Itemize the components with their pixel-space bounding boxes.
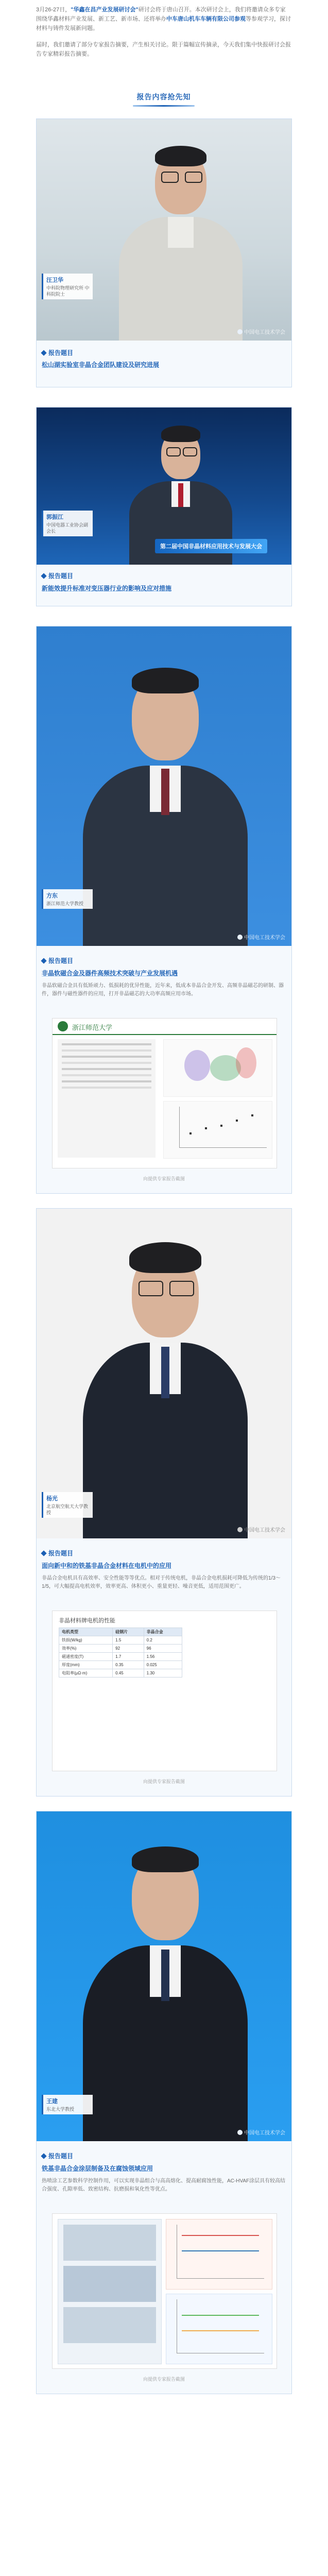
watermark-logo-icon [237, 2130, 243, 2135]
table-cell: 磁通密度(T) [59, 1653, 113, 1661]
report-title: 面向新中和的铁基非晶合金材料在电机中的应用 [42, 1562, 172, 1569]
speaker-namebox [42, 2095, 93, 2114]
speaker-card-4 [36, 1208, 292, 1797]
section-title [112, 92, 215, 107]
speaker-name: 郭振江 [46, 514, 63, 520]
watermark-text: 中国电工技术学会 [244, 2130, 285, 2136]
person-figure [83, 1229, 248, 1538]
report-label: 报告题目 [42, 1549, 73, 1557]
watermark-logo-icon [237, 1527, 243, 1532]
table-row [59, 1653, 182, 1661]
report-label: 报告题目 [42, 2151, 73, 2160]
section-title-underline [133, 105, 195, 107]
watermark [237, 328, 285, 335]
report-slide [52, 1611, 277, 1771]
speaker-name: 王建 [46, 2098, 58, 2105]
speaker-org: 中国电器工业协会副会长 [46, 522, 89, 534]
slide-caption: 向提供专家报告截图 [143, 1176, 185, 1181]
intro-text-segment: 等参观学习，探讨材料与铸件发展新问题。 [36, 16, 291, 31]
report-label: 报告题目 [42, 348, 73, 357]
table-cell: 电阻率(μΩ·m) [59, 1669, 113, 1677]
table-cell: 1.30 [144, 1669, 182, 1677]
slide-chart-upper [163, 1039, 272, 1097]
speaker-photo [37, 408, 291, 565]
slide-header [53, 1019, 277, 1035]
speaker-photo [37, 1209, 291, 1538]
intro-paragraph-1 [36, 5, 291, 33]
table-cell: 硅钢片 [113, 1628, 144, 1636]
table-cell: 0.35 [113, 1661, 144, 1669]
table-row [59, 1669, 182, 1677]
watermark-text: 中国电工技术学会 [244, 330, 285, 335]
table-cell: 非晶合金 [144, 1628, 182, 1636]
conference-banner: 第二届中国非晶材料应用技术与发展大会 [155, 539, 267, 553]
table-cell: 厚度(mm) [59, 1661, 113, 1669]
motor-performance-table [59, 1628, 182, 1677]
report-title: 新能效提升标准对变压器行业的影响及应对措施 [42, 585, 172, 592]
report-title: 松山湖实验室非晶合金团队建设及研究进展 [42, 361, 160, 368]
report-title: 铁基非晶合金涂层制备及在腐蚀领域应用 [42, 2165, 153, 2172]
report-body: 非晶合金电机具有高效率、安全性能等等优点。相对于传统电机，非晶合金电机损耗可降低为传统的1/3～1/5，可大幅提高电机效率，效率更高、体积更小、重量更轻、噪音更低，适用范围更广。 [42, 1575, 281, 1589]
speaker-photo [37, 1811, 291, 2141]
speaker-namebox [42, 511, 93, 536]
speaker-name: 方东 [46, 893, 58, 899]
table-cell: 0.025 [144, 1661, 182, 1669]
table-cell: 0.2 [144, 1636, 182, 1645]
speaker-photo [37, 626, 291, 946]
report-label: 报告题目 [42, 571, 73, 580]
table-cell: 1.5 [113, 1636, 144, 1645]
intro-text-segment: 研讨会将于唐山召开。本次研讨会上，我们将邀请众多专家围绕华鑫材料产业发展、新工艺、新市场、还将举办 [36, 7, 286, 22]
speaker-card-5 [36, 1811, 292, 2394]
section-title-text: 报告内容抢先知 [136, 93, 191, 101]
speaker-org: 浙江师范大学教授 [46, 901, 84, 906]
table-cell: 电机类型 [59, 1628, 113, 1636]
slide-panel-right-bottom [166, 2294, 272, 2364]
slide-panel-left [58, 2219, 162, 2364]
speaker-name: 汪卫华 [46, 277, 63, 283]
intro-text-segment: 3月26-27日， [36, 7, 71, 13]
intro-highlight: 中车唐山机车车辆有限公司参观 [166, 16, 246, 22]
person-figure [83, 657, 248, 946]
person-figure [114, 140, 248, 341]
slide-chart-lower [163, 1101, 272, 1159]
table-cell: 效率(%) [59, 1645, 113, 1653]
watermark-logo-icon [237, 935, 243, 940]
table-row [59, 1645, 182, 1653]
speaker-name: 杨光 [46, 1496, 58, 1502]
person-figure [83, 1832, 248, 2141]
university-logo-icon [58, 1021, 68, 1031]
speaker-card-3 [36, 626, 292, 1194]
watermark-text: 中国电工技术学会 [244, 935, 285, 941]
slide-panel-right-top [166, 2219, 272, 2290]
slide-university: 浙江师范大学 [72, 1024, 113, 1032]
speaker-namebox [42, 1492, 93, 1518]
table-cell: 96 [144, 1645, 182, 1653]
report-slide [52, 1018, 277, 1168]
watermark [237, 2128, 285, 2136]
slide-data-table [58, 1039, 156, 1158]
watermark-text: 中国电工技术学会 [244, 1528, 285, 1533]
report-body: 热喷涂工艺参数科学控制作用，可以实现非晶组合与高高熔化、提高耐腐蚀性能，AC-HVAF涂层具有较高结合强度、孔隙率低、致密结构、抗磨损和氧化性等优点。 [42, 2178, 286, 2192]
speaker-namebox [42, 889, 93, 909]
table-row [59, 1636, 182, 1645]
table-cell: 铁损(W/kg) [59, 1636, 113, 1645]
slide-caption: 向提供专家报告截图 [143, 2377, 185, 2382]
watermark [237, 933, 285, 941]
table-cell: 1.7 [113, 1653, 144, 1661]
table-row [59, 1628, 182, 1636]
table-cell: 0.45 [113, 1669, 144, 1677]
speaker-org: 中科院物理研究所 中科院院士 [46, 285, 90, 297]
speaker-org: 东北大学教授 [46, 2107, 75, 2112]
table-cell: 92 [113, 1645, 144, 1653]
watermark-logo-icon [237, 329, 243, 334]
report-label: 报告题目 [42, 956, 73, 965]
report-title: 非晶软磁合金及器件高频技术突破与产业发展机遇 [42, 970, 178, 977]
intro-text [36, 5, 291, 59]
slide-table-title: 非晶材料牌电机的性能 [59, 1618, 115, 1624]
table-cell: 1.56 [144, 1653, 182, 1661]
speaker-photo [37, 119, 291, 341]
intro-paragraph-2: 届时，我们邀请了部分专家报告摘要，产生相关讨论。限于篇幅宣传摘录，今天我们集中快报研讨会报告专家精彩报告摘要。 [36, 42, 291, 57]
report-slide [52, 2213, 277, 2369]
report-body: 非晶软磁合金具有低矫顽力、低损耗的优异性能，近年来，低成本非晶合金开发、高频非晶磁芯的研制、器件，器件与磁性器件的应用，打开非晶磁芯的大功率高频应用市场。 [42, 983, 284, 997]
speaker-card-2 [36, 407, 292, 606]
speaker-card-1 [36, 118, 292, 387]
intro-highlight: "华鑫在昌产业发展研讨会" [71, 7, 139, 13]
speaker-org: 北京航空航天大学教授 [46, 1504, 89, 1515]
slide-caption: 向提供专家报告截图 [143, 1779, 185, 1784]
table-row [59, 1661, 182, 1669]
speaker-namebox [42, 274, 93, 299]
watermark [237, 1526, 285, 1533]
